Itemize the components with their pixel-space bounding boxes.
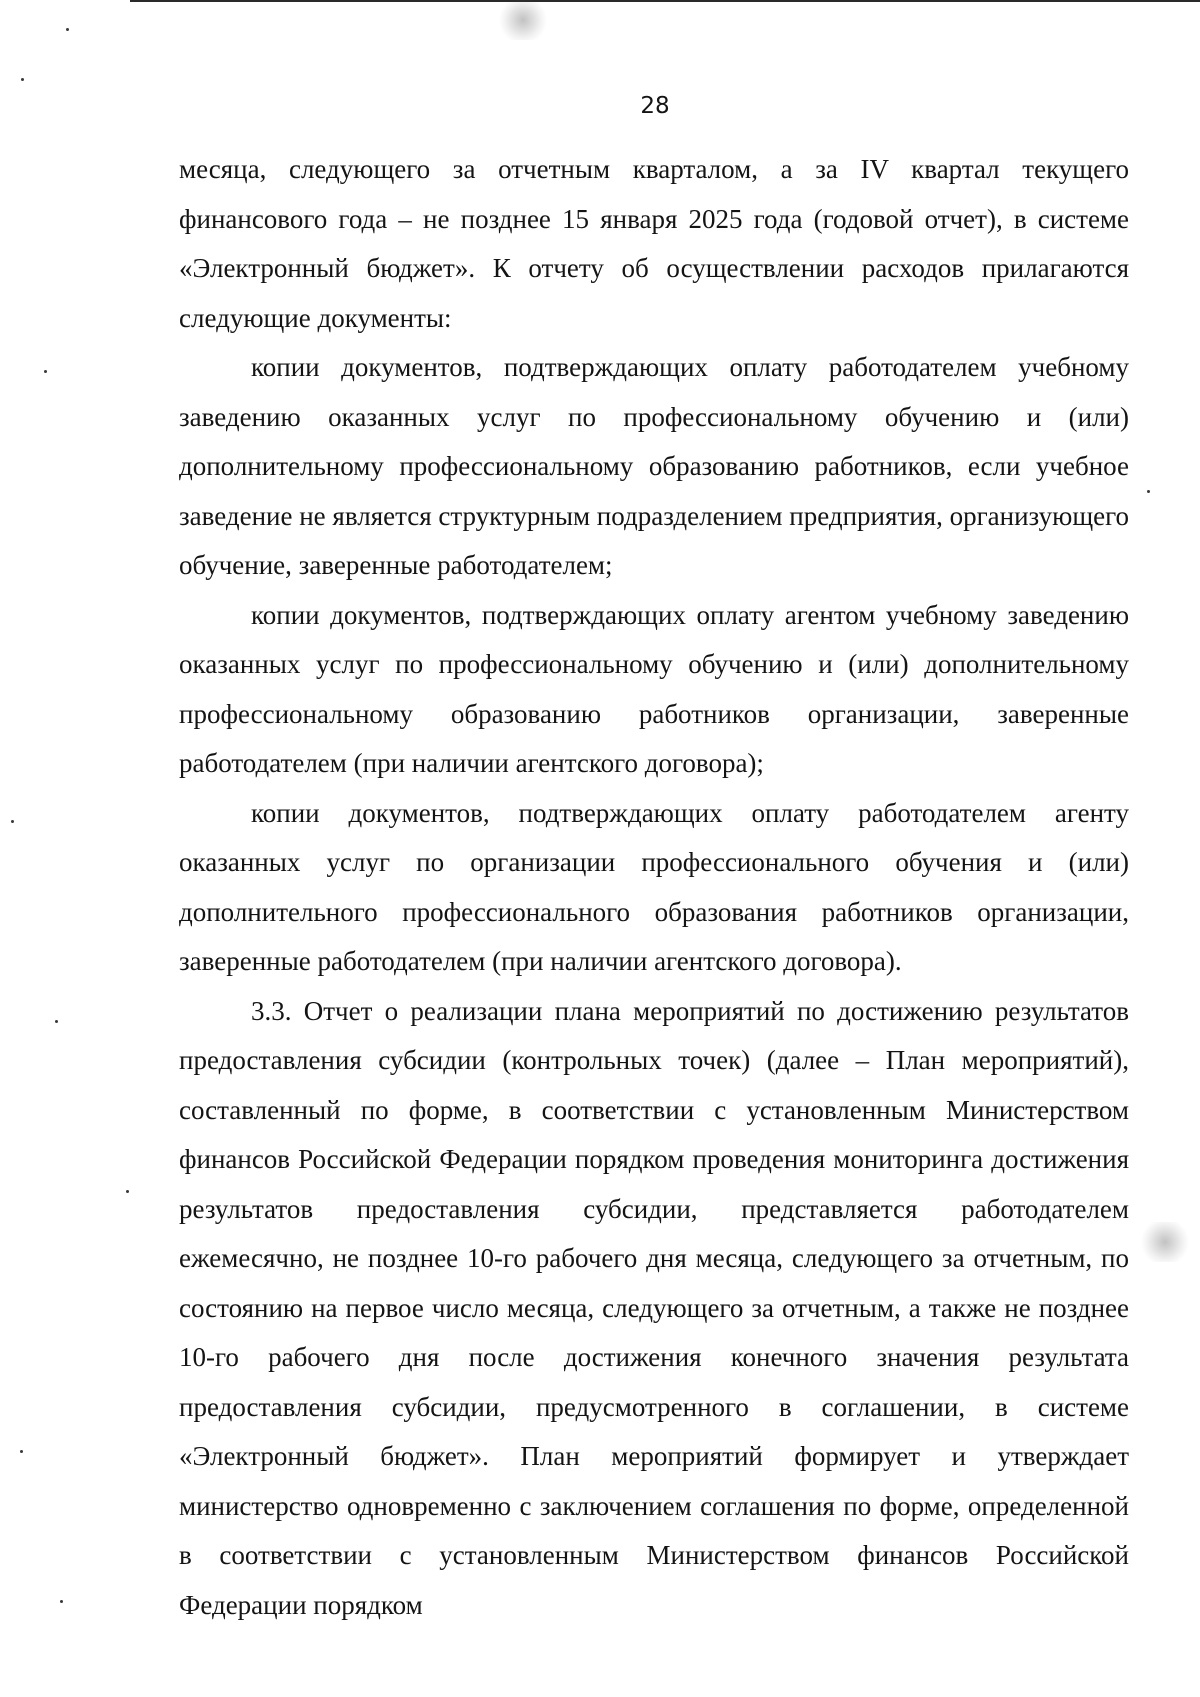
scan-speck — [44, 370, 47, 373]
scan-speck — [126, 1190, 129, 1193]
scan-speck — [66, 28, 69, 31]
scan-speck — [11, 820, 14, 823]
scan-smudge — [498, 0, 548, 40]
scan-speck — [55, 1020, 58, 1023]
scan-speck — [1147, 490, 1150, 493]
scan-speck — [20, 1450, 23, 1453]
page-number: 28 — [640, 93, 670, 119]
scan-speck — [21, 78, 24, 81]
paragraph-continuation: месяца, следующего за отчетным кварталом, а за IV квартал текущего финансового года – не позднее 15 января 2025 года (годовой отчет), в системе «Электронный бюджет». К отчету об осуществлении расходов прилагаются следующие документы: — [179, 154, 1129, 333]
document-body — [179, 145, 1129, 1630]
paragraph-list-item: копии документов, подтверждающих оплату агентом учебному заведению оказанных услуг по профессиональному обучению и (или) дополнительному профессиональному образованию работников организации, заверенные работодателем (при наличии агентского договора); — [179, 599, 1129, 778]
paragraph-list-item: копии документов, подтверждающих оплату работодателем учебному заведению оказанных услуг по профессиональному обучению и (или) дополнительному профессиональному образованию работников, если учебное заведение не является структурным подразделением предприятия, организующего обучение, заверенные работодателем; — [179, 352, 1129, 580]
scan-smudge — [1140, 1222, 1190, 1262]
scan-speck — [60, 1600, 63, 1603]
paragraph-list-item: копии документов, подтверждающих оплату работодателем агенту оказанных услуг по организации профессионального обучения и (или) дополнительного профессионального образования работников организации, заверенные работодателем (при наличии агентского договора). — [179, 797, 1129, 976]
scan-top-edge — [130, 0, 1200, 2]
paragraph-section-3-3: 3.3. Отчет о реализации плана мероприятий по достижению результатов предоставления субсидии (контрольных точек) (далее – План мероприятий), составленный по форме, в соответствии с установленным Министерством финансов Российской Федерации порядком проведения мониторинга достижения результатов предоставления субсидии, представляется работодателем ежемесячно, не позднее 10-го рабочего дня месяца, следующего за отчетным, по состоянию на первое число месяца, следующего за отчетным, а также не позднее 10-го рабочего дня после достижения конечного значения результата предоставления субсидии, предусмотренного в соглашении, в системе «Электронный бюджет». План мероприятий формирует и утверждает министерство одновременно с заключением соглашения по форме, определенной в соответствии с установленным Министерством финансов Российской Федерации порядком — [179, 995, 1129, 1620]
